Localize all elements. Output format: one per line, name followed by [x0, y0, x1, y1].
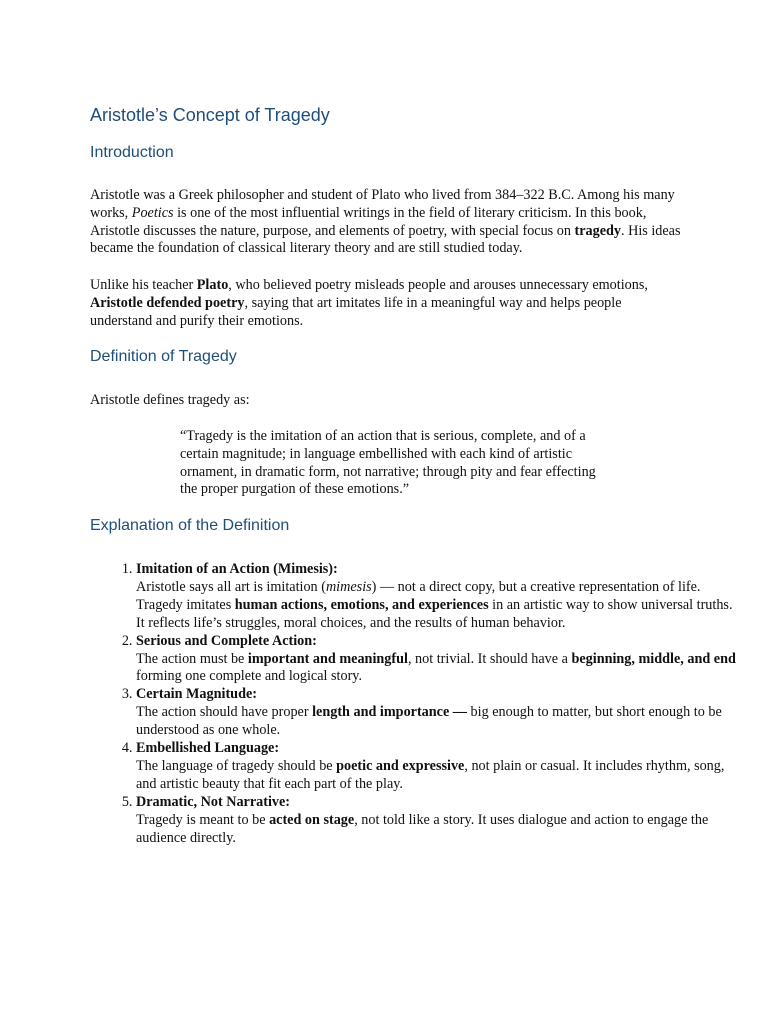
text-run: The action should have proper [136, 704, 313, 721]
heading-definition: Definition of Tragedy [90, 348, 237, 365]
text-run: , not told like a story. It uses dialogue and action to engage the audience directly. [136, 811, 709, 846]
intro-paragraph-1 [90, 187, 682, 258]
definition-intro: Aristotle defines tragedy as: [90, 392, 250, 408]
text-run: Tragedy is meant to be [136, 811, 270, 828]
list-item-text [136, 704, 736, 740]
text-run: . His ideas became the foundation of classical literary theory and are still studied today. [90, 222, 681, 257]
list-item-title: 5. Dramatic, Not Narrative: [136, 793, 291, 810]
page-title: Aristotle’s Concept of Tragedy [90, 105, 330, 125]
text-run: Tragedy imitates [136, 596, 235, 613]
text-run: forming one complete and logical story. [136, 668, 363, 685]
list-item-title: 1. Imitation of an Action (Mimesis): [136, 561, 338, 577]
emphasis-mimesis: mimesis [325, 578, 372, 595]
list-item-title: 3. Certain Magnitude: [136, 686, 257, 703]
bold-plato: Plato [196, 277, 229, 293]
heading-explanation: Explanation of the Definition [90, 517, 290, 534]
definition-elements-list [90, 561, 736, 848]
text-run: Unlike his teacher [90, 277, 197, 293]
list-item [136, 794, 736, 848]
emphasis-poetics: Poetics [131, 204, 174, 221]
text-run: is one of the most influential writings in the field of literary criticism. In this book, Aristotle discusses the nature, purpose, and elements of poetry, with special focus on [90, 204, 647, 239]
text-run: Aristotle says all art is imitation ( [136, 578, 326, 595]
bold-phrase: human actions, emotions, and experiences [234, 596, 489, 613]
list-item [136, 561, 736, 633]
text-run: big enough to matter, but short enough to be understood as one whole. [136, 704, 722, 739]
bold-phrase: important and meaningful [247, 650, 408, 667]
intro-paragraph-2 [90, 277, 682, 330]
list-item [136, 633, 736, 687]
list-item [136, 686, 736, 740]
list-item-title: 2. Serious and Complete Action: [136, 632, 317, 649]
list-item-text [136, 812, 736, 848]
list-item-text [136, 597, 736, 633]
list-item-text [136, 758, 736, 794]
text-run: , saying that art imitates life in a meaningful way and helps people understand and purify their emotions. [90, 294, 622, 329]
bold-tragedy: tragedy [574, 222, 621, 239]
text-run: ) — not a direct copy, but a creative representation of life. [371, 578, 701, 595]
text-run: The language of tragedy should be [136, 757, 337, 774]
bold-phrase: poetic and expressive [336, 757, 465, 774]
text-run: , not trivial. It should have a [407, 650, 572, 667]
bold-phrase: acted on stage [269, 811, 355, 828]
text-run: , who believed poetry misleads people and arouses unnecessary emotions, [228, 277, 648, 293]
bold-aristotle-defended: Aristotle defended poetry [90, 294, 245, 311]
definition-quote: “Tragedy is the imitation of an action that is serious, complete, and of a certain magnitude; in language embellished with each kind of artistic ornament, in dramatic form, not narrative; through pity and fear effecting the proper purgation of these emotions.” [180, 428, 596, 498]
list-item-title: 4. Embellished Language: [136, 740, 280, 757]
text-run: , not plain or casual. It includes rhythm, song, and artistic beauty that fit each part of the play. [136, 757, 725, 792]
list-item-text [136, 651, 736, 687]
text-run: in an artistic way to show universal truths. It reflects life’s struggles, moral choices, and the results of human behavior. [136, 596, 733, 631]
bold-phrase: length and importance — [312, 704, 467, 721]
list-item-text [136, 579, 736, 597]
bold-phrase: beginning, middle, and end [571, 650, 736, 667]
heading-introduction: Introduction [90, 144, 174, 161]
text-run: The action must be [136, 650, 248, 667]
list-item [136, 740, 736, 794]
text-run: Aristotle was a Greek philosopher and student of Plato who lived from 384–322 B.C. Among his many works, [90, 187, 675, 221]
